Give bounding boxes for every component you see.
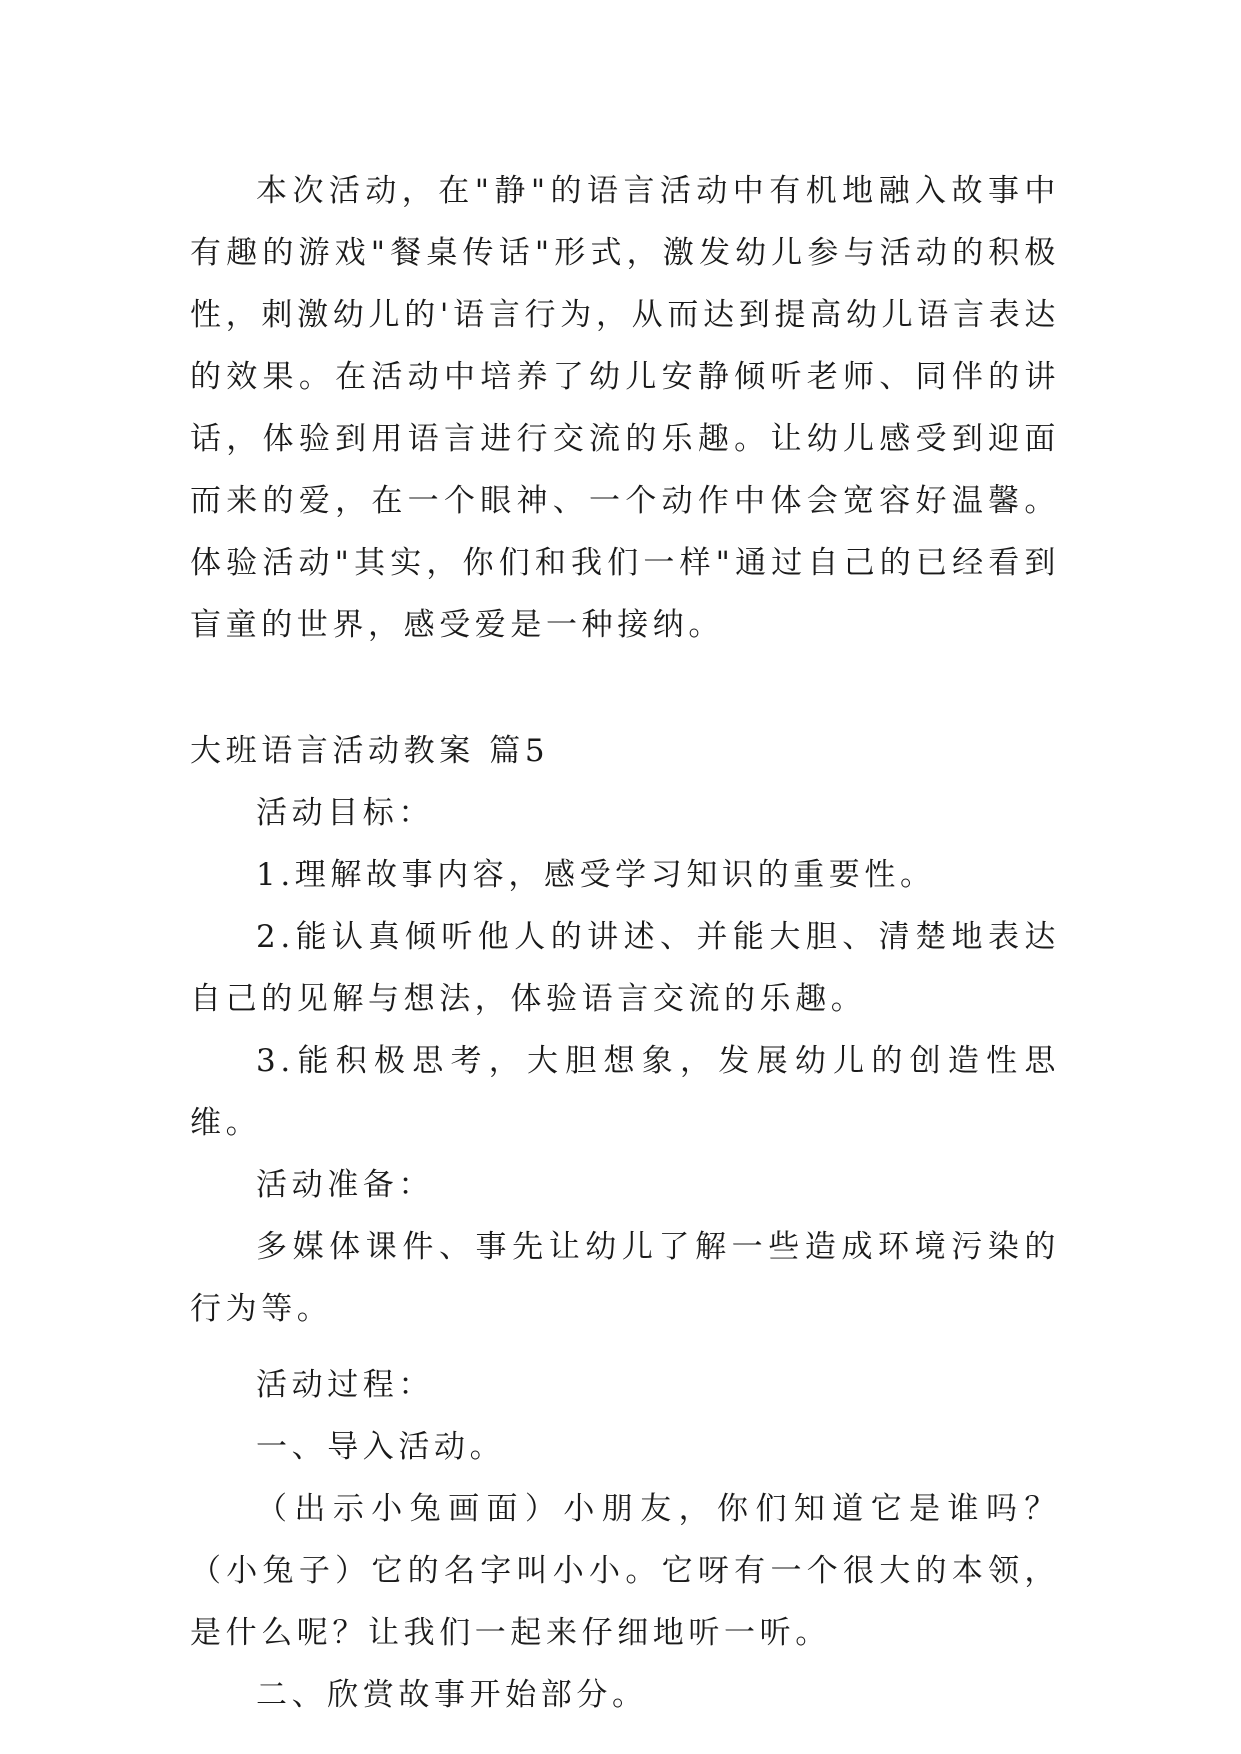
document-body bbox=[190, 160, 1060, 1726]
section-spacer bbox=[190, 656, 1060, 720]
goal-item-2: 2.能认真倾听他人的讲述、并能大胆、清楚地表达自己的见解与想法，体验语言交流的乐趣。 bbox=[190, 919, 1060, 1017]
process-label: 活动过程： bbox=[256, 1367, 434, 1403]
prep-label: 活动准备： bbox=[256, 1167, 434, 1203]
step-1-title: 一、导入活动。 bbox=[256, 1429, 506, 1465]
step-2-title: 二、欣赏故事开始部分。 bbox=[256, 1677, 648, 1713]
summary-paragraph: 本次活动，在"静"的语言活动中有机地融入故事中有趣的游戏"餐桌传话"形式，激发幼儿参与活动的积极性，刺激幼儿的'语言行为，从而达到提高幼儿语言表达的效果。在活动中培养了幼儿安静倾听老师、同伴的讲话，体验到用语言进行交流的乐趣。让幼儿感受到迎面而来的爱，在一个眼神、一个动作中体会宽容好温馨。体验活动"其实，你们和我们一样"通过自己的已经看到盲童的世界，感受爱是一种接纳。 bbox=[190, 173, 1060, 643]
goal-item-3: 3.能积极思考，大胆想象，发展幼儿的创造性思维。 bbox=[190, 1043, 1060, 1141]
goals-label: 活动目标： bbox=[256, 795, 434, 831]
section-heading: 大班语言活动教案 篇5 bbox=[190, 733, 550, 769]
paragraph-spacer bbox=[190, 1340, 1060, 1354]
step-1-text: （出示小兔画面）小朋友，你们知道它是谁吗？（小兔子）它的名字叫小小。它呀有一个很大的本领，是什么呢？让我们一起来仔细地听一听。 bbox=[190, 1491, 1060, 1651]
goal-item-1: 1.理解故事内容，感受学习知识的重要性。 bbox=[256, 857, 936, 893]
prep-text: 多媒体课件、事先让幼儿了解一些造成环境污染的行为等。 bbox=[190, 1229, 1060, 1327]
